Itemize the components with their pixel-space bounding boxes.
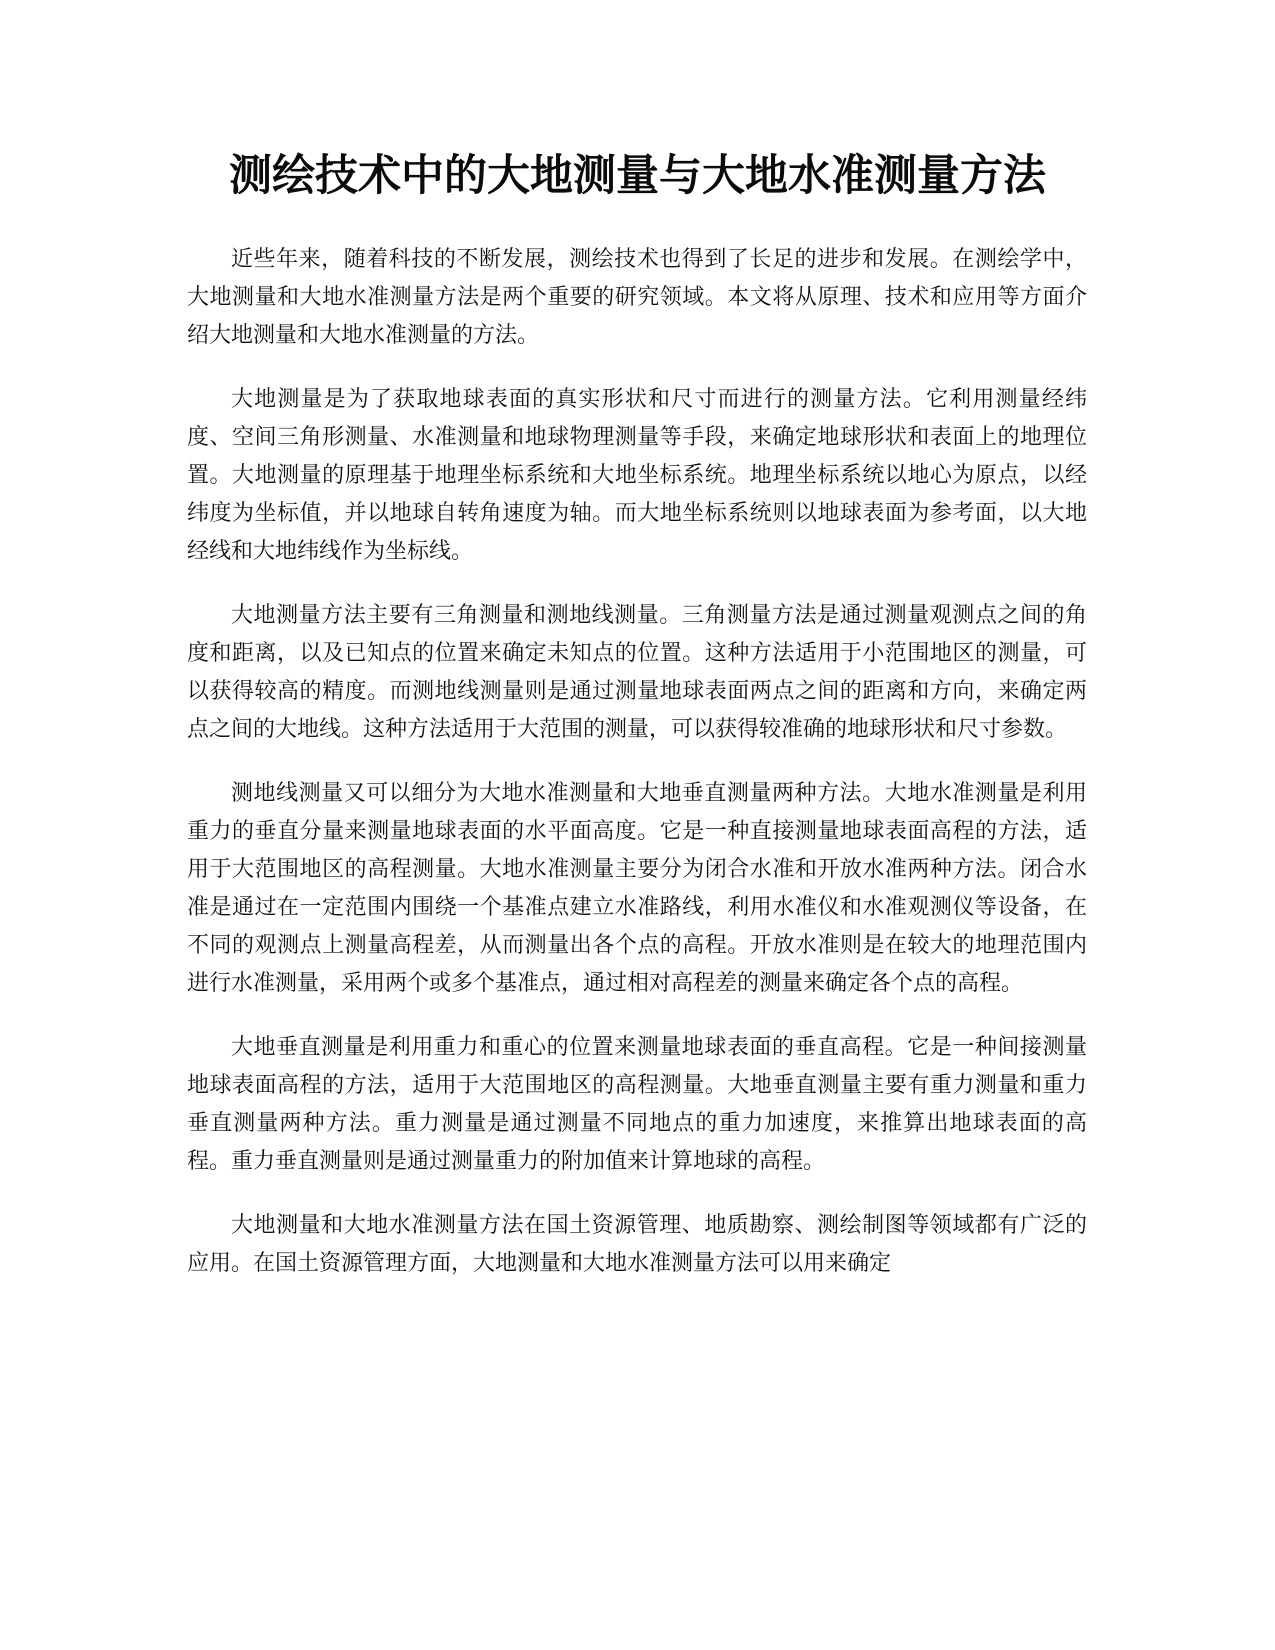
paragraph: 大地测量和大地水准测量方法在国土资源管理、地质勘察、测绘制图等领域都有广泛的应用。在国土资源管理方面，大地测量和大地水准测量方法可以用来确定: [187, 1213, 1087, 1276]
paragraph: 测地线测量又可以细分为大地水准测量和大地垂直测量两种方法。大地水准测量是利用重力的垂直分量来测量地球表面的水平面高度。它是一种直接测量地球表面高程的方法，适用于大范围地区的高程测量。大地水准测量主要分为闭合水准和开放水准两种方法。闭合水准是通过在一定范围内围绕一个基准点建立水准路线，利用水准仪和水准观测仪等设备，在不同的观测点上测量高程差，从而测量出各个点的高程。开放水准则是在较大的地理范围内进行水准测量，采用两个或多个基准点，通过相对高程差的测量来确定各个点的高程。: [187, 781, 1087, 996]
paragraph: 大地测量方法主要有三角测量和测地线测量。三角测量方法是通过测量观测点之间的角度和距离，以及已知点的位置来确定未知点的位置。这种方法适用于小范围地区的测量，可以获得较高的精度。而测地线测量则是通过测量地球表面两点之间的距离和方向，来确定两点之间的大地线。这种方法适用于大范围的测量，可以获得较准确的地球形状和尺寸参数。: [187, 603, 1087, 742]
paragraph: 大地测量是为了获取地球表面的真实形状和尺寸而进行的测量方法。它利用测量经纬度、空间三角形测量、水准测量和地球物理测量等手段，来确定地球形状和表面上的地理位置。大地测量的原理基于地理坐标系统和大地坐标系统。地理坐标系统以地心为原点，以经纬度为坐标值，并以地球自转角速度为轴。而大地坐标系统则以地球表面为参考面，以大地经线和大地纬线作为坐标线。: [187, 387, 1087, 564]
paragraph: 近些年来，随着科技的不断发展，测绘技术也得到了长足的进步和发展。在测绘学中，大地测量和大地水准测量方法是两个重要的研究领域。本文将从原理、技术和应用等方面介绍大地测量和大地水准测量的方法。: [187, 247, 1087, 348]
document-title: 测绘技术中的大地测量与大地水准测量方法: [229, 151, 1046, 201]
document-body: [187, 241, 1087, 1309]
paragraph: 大地垂直测量是利用重力和重心的位置来测量地球表面的垂直高程。它是一种间接测量地球表面高程的方法，适用于大范围地区的高程测量。大地垂直测量主要有重力测量和重力垂直测量两种方法。重力测量是通过测量不同地点的重力加速度，来推算出地球表面的高程。重力垂直测量则是通过测量重力的附加值来计算地球的高程。: [187, 1035, 1087, 1174]
